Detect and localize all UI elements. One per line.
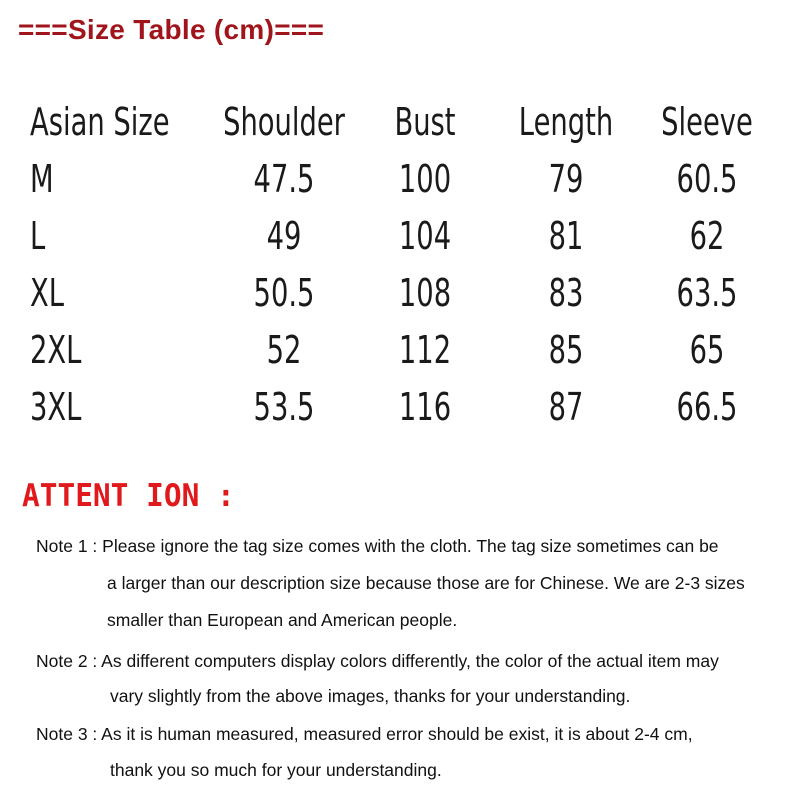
table-cell-sleeve: 60.5 <box>676 157 738 201</box>
note-line: a larger than our description size because those are for Chinese. We are 2-3 sizes <box>107 573 745 593</box>
table-cell-sleeve: 62 <box>689 214 725 258</box>
column-header-bust: Bust <box>394 100 456 144</box>
table-cell-length: 81 <box>548 214 584 258</box>
table-cell-bust: 112 <box>398 328 452 372</box>
table-cell-shoulder: 50.5 <box>253 271 315 315</box>
table-cell-bust: 108 <box>398 271 452 315</box>
table-cell-shoulder: 47.5 <box>253 157 315 201</box>
note-line: vary slightly from the above images, thanks for your understanding. <box>110 686 631 706</box>
table-cell-length: 79 <box>548 157 584 201</box>
table-cell-size: XL <box>30 271 64 315</box>
table-cell-shoulder: 49 <box>266 214 302 258</box>
note-line: Note 3 : As it is human measured, measured error should be exist, it is about 2-4 cm, <box>36 724 693 744</box>
attention-heading: ATTENT ION : <box>22 478 235 514</box>
table-cell-sleeve: 66.5 <box>676 385 738 429</box>
table-cell-length: 87 <box>548 385 584 429</box>
column-header-asian-size: Asian Size <box>30 100 170 144</box>
column-header-sleeve: Sleeve <box>661 100 753 144</box>
column-header-length: Length <box>518 100 614 144</box>
note-line: smaller than European and American people. <box>107 610 458 630</box>
table-cell-bust: 116 <box>398 385 452 429</box>
table-cell-bust: 100 <box>398 157 452 201</box>
note-line: thank you so much for your understanding. <box>110 760 442 780</box>
note-line: Note 2 : As different computers display colors differently, the color of the actual item may <box>36 651 719 671</box>
table-cell-size: L <box>30 214 46 258</box>
table-cell-shoulder: 53.5 <box>253 385 315 429</box>
page-title: ===Size Table (cm)=== <box>18 14 325 45</box>
column-header-shoulder: Shoulder <box>223 100 345 144</box>
size-table <box>0 94 800 434</box>
table-cell-length: 85 <box>548 328 584 372</box>
table-cell-size: M <box>30 157 54 201</box>
table-cell-length: 83 <box>548 271 584 315</box>
table-cell-size: 2XL <box>30 328 82 372</box>
table-cell-sleeve: 65 <box>689 328 725 372</box>
table-cell-bust: 104 <box>398 214 452 258</box>
table-cell-shoulder: 52 <box>266 328 302 372</box>
note-line: Note 1 : Please ignore the tag size comes with the cloth. The tag size sometimes can be <box>36 536 719 556</box>
table-cell-size: 3XL <box>30 385 82 429</box>
table-cell-sleeve: 63.5 <box>676 271 738 315</box>
